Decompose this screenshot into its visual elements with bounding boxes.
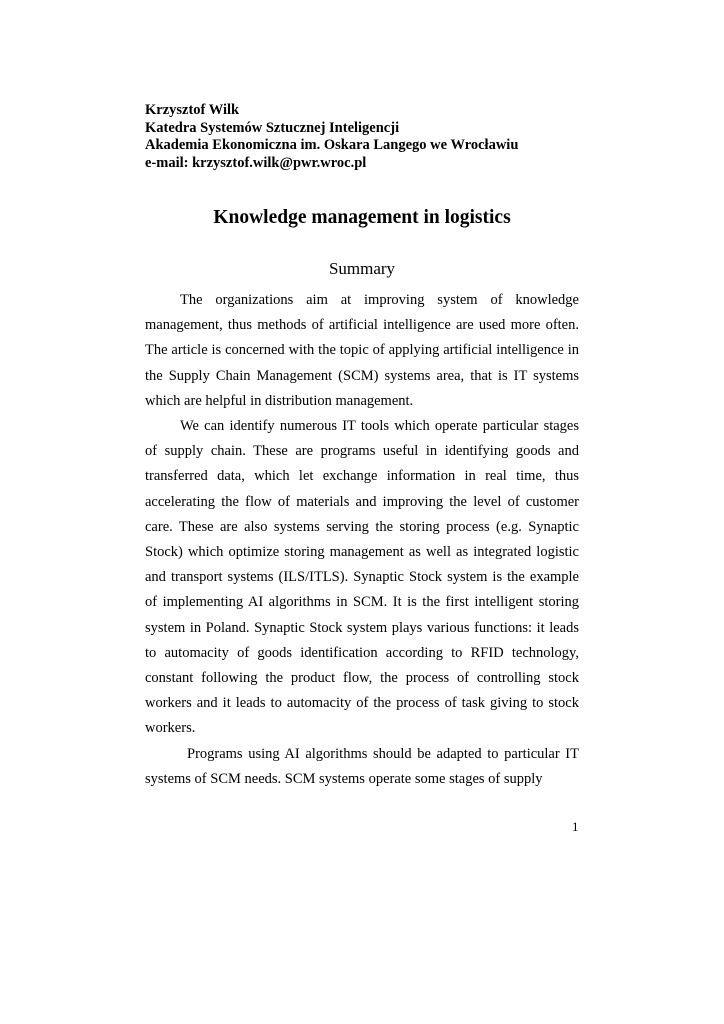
page-number: 1 xyxy=(572,819,579,834)
author-institution: Akademia Ekonomiczna im. Oskara Langego we Wrocławiu xyxy=(145,137,519,153)
document-title: Knowledge management in logistics xyxy=(213,207,511,228)
paragraph: Programs using AI algorithms should be adapted to particular IT systems of SCM needs. SCM systems operate some stages of supply xyxy=(145,745,579,787)
author-department: Katedra Systemów Sztucznej Inteligencji xyxy=(145,119,400,136)
summary-body xyxy=(145,288,579,792)
paragraph: The organizations aim at improving system of knowledge management, thus methods of artificial intelligence are used more often. The article is concerned with the topic of applying artificial intelligence in the Supply Chain Management (SCM) systems area, that is IT systems which are helpful in distribution management. xyxy=(145,292,579,409)
author-email: e-mail: krzysztof.wilk@pwr.wroc.pl xyxy=(145,154,367,171)
author-block xyxy=(145,102,518,172)
paragraph: We can identify numerous IT tools which operate particular stages of supply chain. These are programs useful in identifying goods and transferred data, which let exchange information in real time, thus accelerating the flow of materials and improving the level of customer care. These are also systems serving the storing process (e.g. Synaptic Stock) which optimize storing management as well as integrated logistic and transport systems (ILS/ITLS). Synaptic Stock system is the example of implementing AI algorithms in SCM. It is the first intelligent storing system in Poland. Synaptic Stock system plays various functions: it leads to automacity of goods identification according to RFID technology, constant following the product flow, the process of controlling stock workers and it leads to automacity of the process of task giving to stock workers. xyxy=(145,418,579,737)
author-name: Krzysztof Wilk xyxy=(145,102,240,118)
summary-heading: Summary xyxy=(328,259,396,278)
